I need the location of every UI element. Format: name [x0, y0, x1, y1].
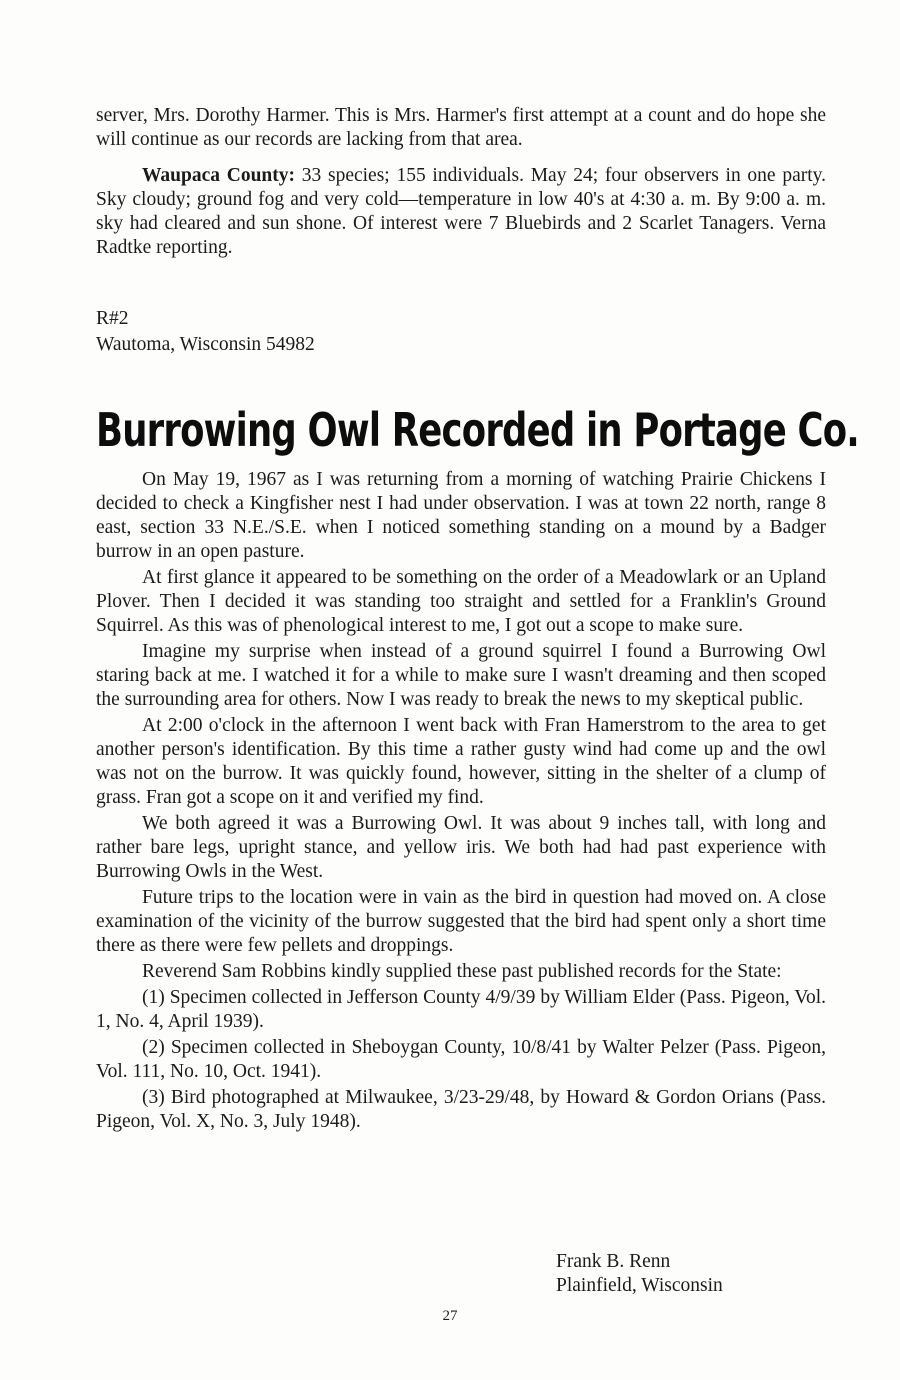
author-signature: [556, 1250, 723, 1298]
record-item-2: (2) Specimen collected in Sheboygan County, 10/8/41 by Walter Pelzer (Pass. Pigeon, Vol. 111, No. 10, Oct. 1941).: [96, 1037, 826, 1082]
article-paragraph: Imagine my surprise when instead of a ground squirrel I found a Burrowing Owl staring back at me. I watched it for a while to make sure I wasn't dreaming and then scoped the surrounding area for others. Now I was ready to break the news to my skeptical public.: [96, 641, 826, 710]
county-label: Waupaca County:: [142, 165, 296, 186]
article-paragraph: At 2:00 o'clock in the afternoon I went back with Fran Hamerstrom to the area to get another person's identification. By this time a rather gusty wind had come up and the owl was not on the burrow. It was quickly found, however, sitting in the shelter of a clump of grass. Fran got a scope on it and verified my find.: [96, 715, 826, 808]
reporter-address: [96, 306, 826, 358]
page-number: 27: [442, 1308, 458, 1324]
address-line-2: Wautoma, Wisconsin 54982: [96, 334, 315, 355]
address-line-1: R#2: [96, 308, 129, 329]
article-title: Burrowing Owl Recorded in Portage Co.: [96, 403, 859, 457]
record-item-1: (1) Specimen collected in Jefferson County 4/9/39 by William Elder (Pass. Pigeon, Vol. 1, No. 4, April 1939).: [96, 987, 826, 1032]
record-item-3: (3) Bird photographed at Milwaukee, 3/23-29/48, by Howard & Gordon Orians (Pass. Pigeon, Vol. X, No. 3, July 1948).: [96, 1087, 826, 1132]
waupaca-county-paragraph: [96, 164, 826, 260]
article-paragraph: Future trips to the location were in vain as the bird in question had moved on. A close examination of the vicinity of the burrow suggested that the bird had spent only a short time there as there were few pellets and droppings.: [96, 887, 826, 956]
author-location: Plainfield, Wisconsin: [556, 1275, 723, 1296]
article-paragraph: At first glance it appeared to be something on the order of a Meadowlark or an Upland Plover. Then I decided it was standing too straight and settled for a Franklin's Ground Squirrel. As this was of phenological interest to me, I got out a scope to make sure.: [96, 567, 826, 636]
county-report-text: 33 species; 155 individuals. May 24; four observers in one party. Sky cloudy; ground fog and very cold—temperature in low 40's at 4:30 a. m. By 9:00 a. m. sky had cleared and sun shone. Of interest were 7 Bluebirds and 2 Scarlet Tanagers. Verna Radtke reporting.: [96, 165, 826, 258]
article-paragraph: Reverend Sam Robbins kindly supplied these past published records for the State:: [142, 961, 782, 982]
article-paragraph: We both agreed it was a Burrowing Owl. It was about 9 inches tall, with long and rather bare legs, upright stance, and yellow iris. We both had had past experience with Burrowing Owls in the West.: [96, 813, 826, 882]
preceding-report-section: [96, 104, 826, 260]
continuation-paragraph: server, Mrs. Dorothy Harmer. This is Mrs. Harmer's first attempt at a count and do hope she will continue as our records are lacking from that area.: [96, 105, 826, 150]
article-body: [96, 468, 826, 1136]
author-name: Frank B. Renn: [556, 1251, 671, 1272]
article-paragraph: On May 19, 1967 as I was returning from a morning of watching Prairie Chickens I decided to check a Kingfisher nest I had under observation. I was at town 22 north, range 8 east, section 33 N.E./S.E. when I noticed something standing on a mound by a Badger burrow in an open pasture.: [96, 469, 826, 562]
